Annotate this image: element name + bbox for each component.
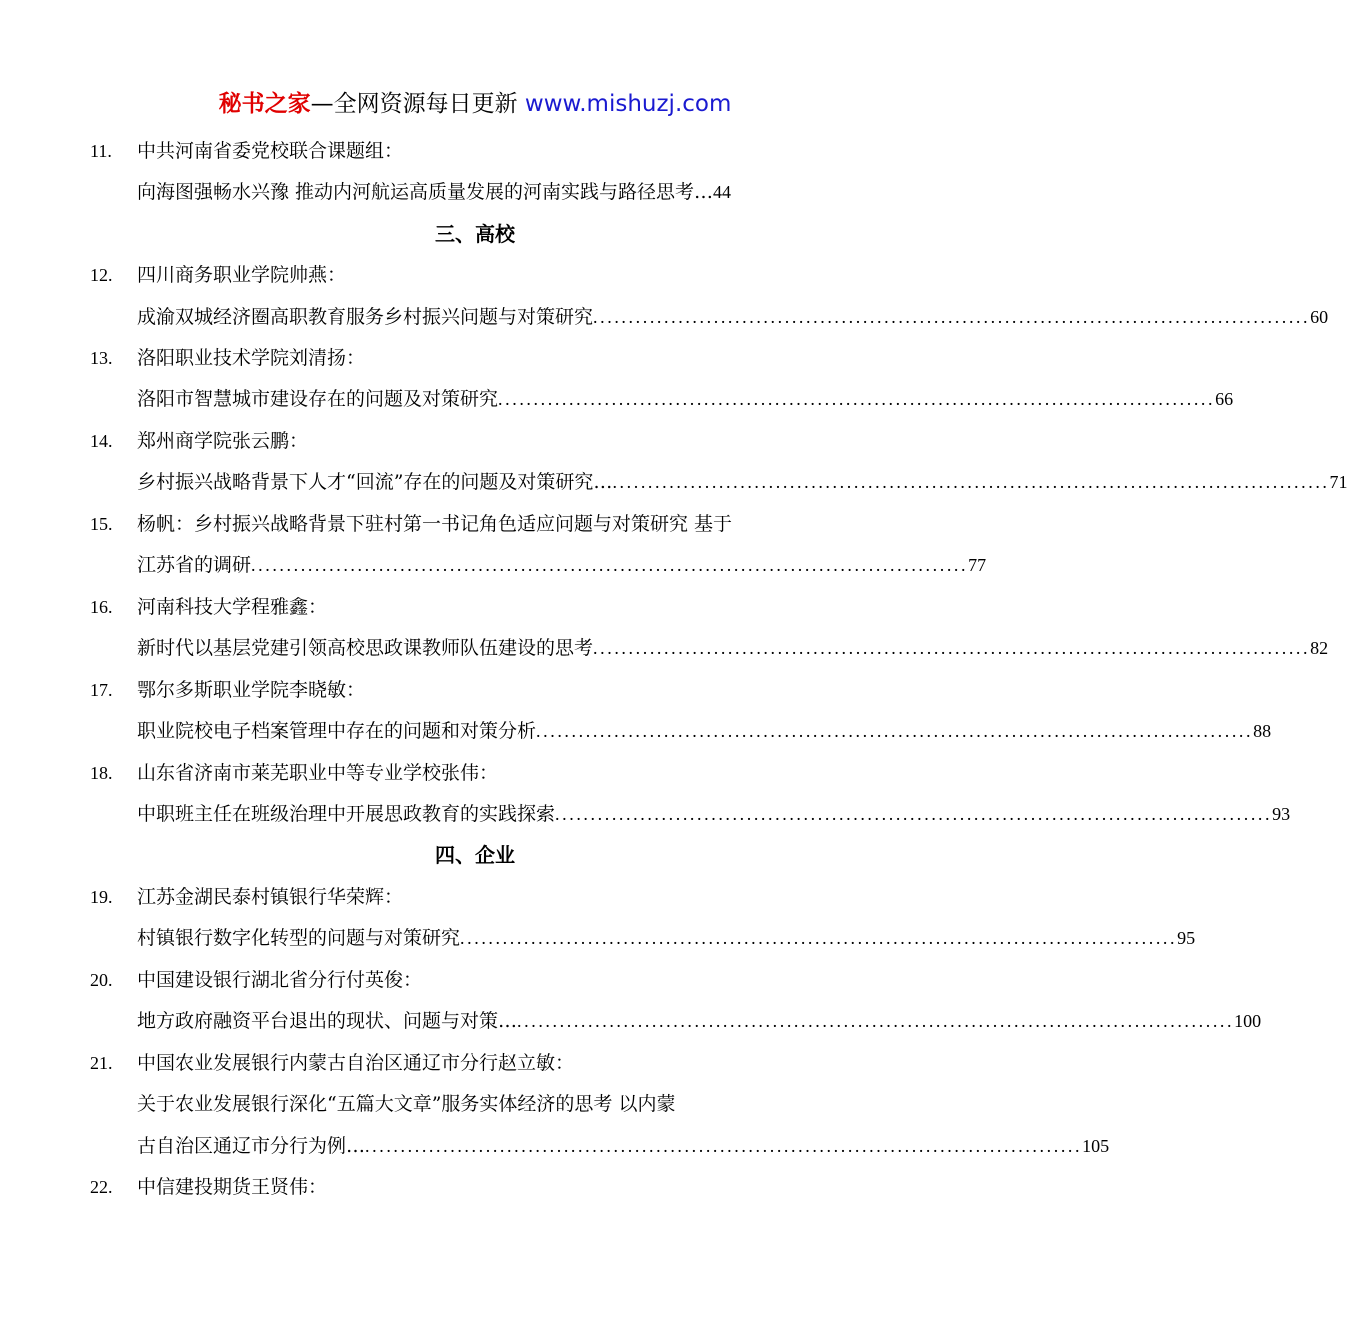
entry-number: 17. — [90, 680, 113, 700]
entry-author: 中共河南省委党校联合课题组： — [137, 140, 404, 162]
entry-page: 93 — [1272, 804, 1291, 824]
dot-leader: ..................................................................................................... — [593, 638, 1311, 658]
entry-author: 杨帆：乡村振兴战略背景下驻村第一书记角色适应问题与对策研究 基于 — [137, 513, 733, 535]
dot-leader: ..................................................................................................... — [365, 1136, 1083, 1156]
entry-author: 河南科技大学程雅鑫： — [137, 596, 328, 618]
entry-number: 21. — [90, 1053, 113, 1073]
entry-page: 77 — [968, 555, 987, 575]
entry-number: 11. — [90, 141, 112, 161]
dot-leader: ..................................................................................................... — [612, 472, 1330, 492]
entry-title: 中职班主任在班级治理中开展思政教育的实践探索 — [137, 803, 556, 825]
entry-page: 44 — [713, 182, 732, 202]
entry-number: 14. — [90, 431, 113, 451]
dot-leader: ..................................................................................................... — [593, 307, 1311, 327]
dot-leader: ..................................................................................................... — [517, 1011, 1235, 1031]
header-slogan: —全网资源每日更新 — [310, 91, 525, 117]
entry-number: 16. — [90, 597, 113, 617]
entry-title: 新时代以基层党建引领高校思政课教师队伍建设的思考 — [137, 637, 594, 659]
brand-name: 秘书之家 — [218, 91, 311, 117]
entry-title: 江苏省的调研 — [137, 554, 252, 576]
entry-author: 中国农业发展银行内蒙古自治区通辽市分行赵立敏： — [137, 1052, 575, 1074]
entry-author: 四川商务职业学院帅燕： — [137, 264, 347, 286]
entry-title-line: 关于农业发展银行深化“五篇大文章”服务实体经济的思考 以内蒙 — [137, 1093, 676, 1115]
entry-author: 江苏金湖民泰村镇银行华荣辉： — [137, 886, 404, 908]
entry-title: 地方政府融资平台退出的现状、问题与对策… — [137, 1010, 518, 1032]
entry-author: 中国建设银行湖北省分行付英俊： — [137, 969, 423, 991]
entry-number: 13. — [90, 348, 113, 368]
entry-number: 20. — [90, 970, 113, 990]
entry-page: 66 — [1215, 389, 1234, 409]
entry-page: 82 — [1310, 638, 1329, 658]
entry-title: 洛阳市智慧城市建设存在的问题及对策研究 — [137, 388, 499, 410]
entry-author: 洛阳职业技术学院刘清扬： — [137, 347, 366, 369]
entry-page: 71 — [1329, 472, 1348, 492]
entry-author: 山东省济南市莱芜职业中等专业学校张伟： — [137, 762, 499, 784]
entry-page: 60 — [1310, 307, 1329, 327]
entry-author: 中信建投期货王贤伟： — [137, 1176, 328, 1198]
section-heading-universities: 三、高校 — [435, 222, 515, 246]
dot-leader: ..................................................................................................... — [555, 804, 1273, 824]
entry-page: 105 — [1082, 1136, 1110, 1156]
entry-title: 成渝双城经济圈高职教育服务乡村振兴问题与对策研究 — [137, 306, 594, 328]
entry-author: 鄂尔多斯职业学院李晓敏： — [137, 679, 366, 701]
entry-number: 22. — [90, 1177, 113, 1197]
dot-leader: ..................................................................................................... — [251, 555, 969, 575]
entry-title: 古自治区通辽市分行为例… — [137, 1135, 366, 1157]
page-header — [0, 88, 950, 120]
entry-title: 职业院校电子档案管理中存在的问题和对策分析 — [137, 720, 537, 742]
entry-number: 15. — [90, 514, 113, 534]
section-heading-enterprises: 四、企业 — [435, 843, 515, 867]
entry-page: 95 — [1177, 928, 1196, 948]
entry-number: 12. — [90, 265, 113, 285]
entry-page: 100 — [1234, 1011, 1262, 1031]
entry-title: 村镇银行数字化转型的问题与对策研究 — [137, 927, 461, 949]
website-url[interactable]: www.mishuzj.com — [524, 91, 732, 117]
entry-title: 向海图强畅水兴豫 推动内河航运高质量发展的河南实践与路径思考… — [137, 181, 714, 203]
dot-leader: ..................................................................................................... — [460, 928, 1178, 948]
entry-title: 乡村振兴战略背景下人才“回流”存在的问题及对策研究… — [137, 471, 613, 493]
entry-page: 88 — [1253, 721, 1272, 741]
entry-number: 18. — [90, 763, 113, 783]
entry-author: 郑州商学院张云鹏： — [137, 430, 309, 452]
entry-number: 19. — [90, 887, 113, 907]
dot-leader: ..................................................................................................... — [498, 389, 1216, 409]
dot-leader: ..................................................................................................... — [536, 721, 1254, 741]
